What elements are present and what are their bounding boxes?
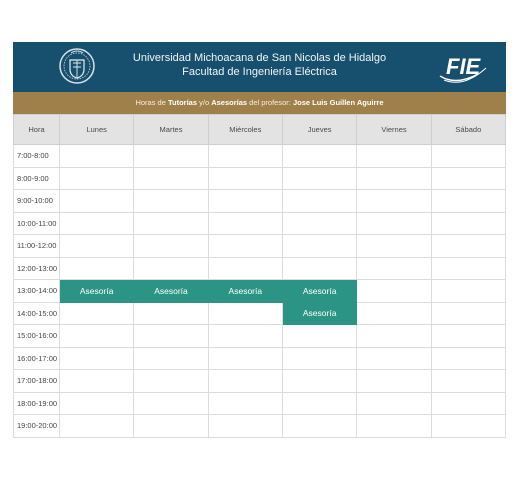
- empty-slot: [282, 145, 356, 168]
- empty-slot: [60, 415, 134, 438]
- column-header-day: Miércoles: [208, 115, 282, 145]
- table-row: [14, 212, 506, 235]
- empty-slot: [134, 145, 208, 168]
- hour-cell: 10:00-11:00: [14, 212, 60, 235]
- empty-slot: [134, 347, 208, 370]
- subbar-middle: y/o: [197, 98, 212, 107]
- empty-slot: [134, 415, 208, 438]
- empty-slot: [134, 212, 208, 235]
- asesoria-slot: Asesoría: [134, 280, 208, 303]
- empty-slot: [60, 392, 134, 415]
- empty-slot: [357, 347, 431, 370]
- empty-slot: [282, 325, 356, 348]
- empty-slot: [431, 167, 505, 190]
- column-header-day: Sábado: [431, 115, 505, 145]
- column-header-day: Jueves: [282, 115, 356, 145]
- empty-slot: [282, 257, 356, 280]
- empty-slot: [208, 370, 282, 393]
- column-header-hora: Hora: [14, 115, 60, 145]
- hour-cell: 12:00-13:00: [14, 257, 60, 280]
- empty-slot: [208, 302, 282, 325]
- professor-bar: [13, 92, 506, 114]
- empty-slot: [60, 190, 134, 213]
- empty-slot: [431, 145, 505, 168]
- fie-logo-icon: [438, 50, 490, 84]
- empty-slot: [134, 235, 208, 258]
- hour-cell: 8:00-9:00: [14, 167, 60, 190]
- empty-slot: [60, 370, 134, 393]
- empty-slot: [357, 392, 431, 415]
- hour-cell: 7:00-8:00: [14, 145, 60, 168]
- empty-slot: [60, 257, 134, 280]
- empty-slot: [282, 392, 356, 415]
- empty-slot: [357, 212, 431, 235]
- empty-slot: [431, 325, 505, 348]
- table-row: [14, 190, 506, 213]
- column-header-day: Martes: [134, 115, 208, 145]
- table-row: [14, 302, 506, 325]
- table-row: [14, 257, 506, 280]
- empty-slot: [282, 212, 356, 235]
- empty-slot: [357, 302, 431, 325]
- empty-slot: [431, 392, 505, 415]
- empty-slot: [431, 280, 505, 303]
- subbar-tutorias: Tutorías: [168, 98, 198, 107]
- empty-slot: [134, 325, 208, 348]
- empty-slot: [431, 302, 505, 325]
- asesoria-slot: Asesoría: [60, 280, 134, 303]
- asesoria-slot: Asesoría: [282, 280, 356, 303]
- table-row: [14, 347, 506, 370]
- asesoria-slot: Asesoría: [282, 302, 356, 325]
- empty-slot: [357, 325, 431, 348]
- subbar-suffix: del profesor:: [247, 98, 293, 107]
- empty-slot: [431, 212, 505, 235]
- empty-slot: [431, 415, 505, 438]
- empty-slot: [60, 212, 134, 235]
- professor-name: Jose Luis Guillen Aguirre: [292, 98, 384, 107]
- hour-cell: 9:00-10:00: [14, 190, 60, 213]
- empty-slot: [357, 280, 431, 303]
- empty-slot: [431, 190, 505, 213]
- empty-slot: [282, 415, 356, 438]
- faculty-name: Facultad de Ingeniería Eléctrica: [182, 66, 337, 78]
- hour-cell: 14:00-15:00: [14, 302, 60, 325]
- empty-slot: [60, 235, 134, 258]
- empty-slot: [60, 145, 134, 168]
- hour-cell: 17:00-18:00: [14, 370, 60, 393]
- column-header-day: Viernes: [357, 115, 431, 145]
- empty-slot: [282, 347, 356, 370]
- hour-cell: 15:00-16:00: [14, 325, 60, 348]
- empty-slot: [357, 257, 431, 280]
- empty-slot: [282, 167, 356, 190]
- empty-slot: [134, 370, 208, 393]
- empty-slot: [208, 167, 282, 190]
- empty-slot: [282, 235, 356, 258]
- table-row: [14, 415, 506, 438]
- empty-slot: [208, 145, 282, 168]
- table-row: [14, 167, 506, 190]
- table-row: [14, 145, 506, 168]
- asesoria-slot: Asesoría: [208, 280, 282, 303]
- hour-cell: 11:00-12:00: [14, 235, 60, 258]
- header-titles: [13, 51, 506, 79]
- empty-slot: [208, 347, 282, 370]
- empty-slot: [60, 325, 134, 348]
- subbar-asesorias: Asesorías: [211, 98, 248, 107]
- empty-slot: [208, 392, 282, 415]
- empty-slot: [134, 190, 208, 213]
- empty-slot: [357, 145, 431, 168]
- empty-slot: [208, 212, 282, 235]
- empty-slot: [208, 190, 282, 213]
- empty-slot: [431, 370, 505, 393]
- empty-slot: [208, 257, 282, 280]
- empty-slot: [282, 190, 356, 213]
- hour-cell: 18:00-19:00: [14, 392, 60, 415]
- empty-slot: [60, 347, 134, 370]
- schedule-body: [14, 145, 506, 438]
- empty-slot: [357, 415, 431, 438]
- empty-slot: [357, 167, 431, 190]
- empty-slot: [134, 392, 208, 415]
- empty-slot: [60, 167, 134, 190]
- empty-slot: [431, 347, 505, 370]
- hour-cell: 19:00-20:00: [14, 415, 60, 438]
- empty-slot: [208, 235, 282, 258]
- column-header-day: Lunes: [60, 115, 134, 145]
- empty-slot: [208, 325, 282, 348]
- table-row: [14, 280, 506, 303]
- header-banner: [13, 42, 506, 92]
- university-name: Universidad Michoacana de San Nicolas de Hidalgo: [132, 52, 387, 64]
- logo-text: FIE: [446, 54, 481, 79]
- header-row: [14, 115, 506, 145]
- empty-slot: [60, 302, 134, 325]
- table-row: [14, 235, 506, 258]
- empty-slot: [282, 370, 356, 393]
- empty-slot: [357, 235, 431, 258]
- empty-slot: [431, 257, 505, 280]
- hour-cell: 13:00-14:00: [14, 280, 60, 303]
- empty-slot: [357, 190, 431, 213]
- empty-slot: [208, 415, 282, 438]
- schedule-sheet: [13, 42, 506, 438]
- empty-slot: [431, 235, 505, 258]
- table-row: [14, 370, 506, 393]
- empty-slot: [134, 167, 208, 190]
- table-row: [14, 392, 506, 415]
- empty-slot: [134, 257, 208, 280]
- table-row: [14, 325, 506, 348]
- schedule-table: [13, 114, 506, 438]
- hour-cell: 16:00-17:00: [14, 347, 60, 370]
- subbar-prefix: Horas de: [135, 98, 168, 107]
- empty-slot: [134, 302, 208, 325]
- empty-slot: [357, 370, 431, 393]
